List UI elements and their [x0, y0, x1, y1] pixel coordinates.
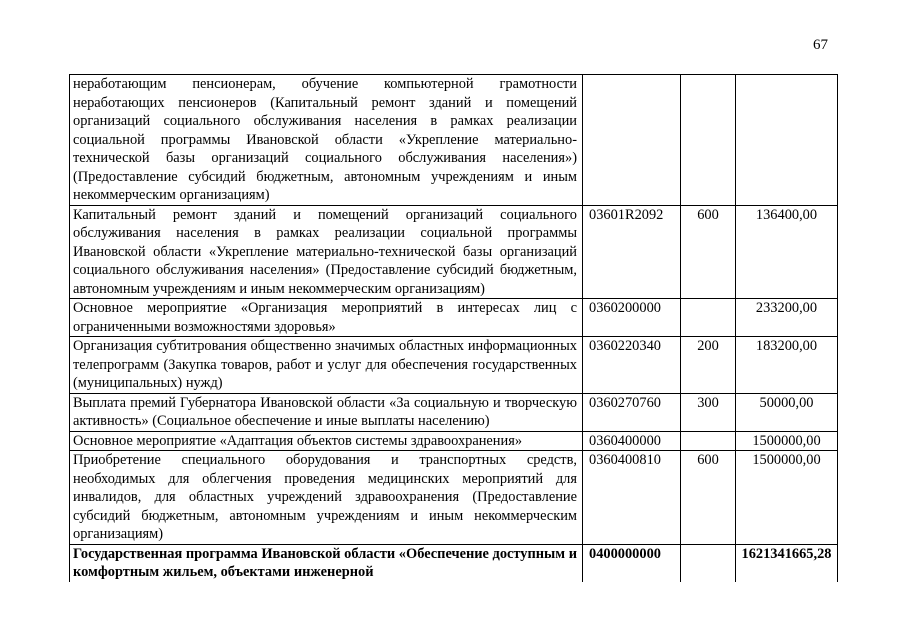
- row-expense-type: [681, 431, 736, 451]
- row-description: неработающим пенсионерам, обучение компьютерной грамотности неработающих пенсионеров (Капитальный ремонт зданий и помещений организаций социального обслуживания населения в рамках реализации социальной программы Ивановской области «Укрепление материально-технической базы организаций социального обслуживания населения») (Предоставление субсидий бюджетным, автономным учреждениям и иным некоммерческим организациям): [70, 75, 583, 206]
- page-number: 67: [813, 37, 828, 53]
- row-amount: 183200,00: [736, 337, 838, 394]
- row-description: Капитальный ремонт зданий и помещений организаций социального обслуживания населения в рамках реализации социальной программы Ивановской области «Укрепление материально-технической базы организаций социального обслуживания населения» (Предоставление субсидий бюджетным, автономным учреждениям и иным некоммерческим организациям): [70, 205, 583, 299]
- row-description: Государственная программа Ивановской области «Обеспечение доступным и комфортным жильем, объектами инженерной: [70, 544, 583, 582]
- row-target-code: 0360200000: [583, 299, 681, 337]
- table-row: [70, 337, 838, 394]
- row-expense-type: 300: [681, 393, 736, 431]
- row-amount: [736, 75, 838, 206]
- row-amount: 136400,00: [736, 205, 838, 299]
- row-expense-type: [681, 544, 736, 582]
- row-expense-type: 200: [681, 337, 736, 394]
- row-description: Основное мероприятие «Организация мероприятий в интересах лиц с ограниченными возможностями здоровья»: [70, 299, 583, 337]
- row-description: Выплата премий Губернатора Ивановской области «За социальную и творческую активность» (Социальное обеспечение и иные выплаты населению): [70, 393, 583, 431]
- row-amount: 1621341665,28: [736, 544, 838, 582]
- row-target-code: [583, 75, 681, 206]
- row-target-code: 0360400000: [583, 431, 681, 451]
- row-expense-type: 600: [681, 451, 736, 545]
- row-expense-type: [681, 299, 736, 337]
- table-row: [70, 205, 838, 299]
- row-target-code: 0400000000: [583, 544, 681, 582]
- table-row: [70, 75, 838, 206]
- row-target-code: 0360270760: [583, 393, 681, 431]
- row-target-code: 0360220340: [583, 337, 681, 394]
- table-row: [70, 393, 838, 431]
- row-expense-type: 600: [681, 205, 736, 299]
- row-amount: 50000,00: [736, 393, 838, 431]
- row-amount: 1500000,00: [736, 431, 838, 451]
- row-description: Организация субтитрования общественно значимых областных информационных телепрограмм (Закупка товаров, работ и услуг для обеспечения государственных (муниципальных) нужд): [70, 337, 583, 394]
- table-row-program-total: [70, 544, 838, 582]
- row-amount: 1500000,00: [736, 451, 838, 545]
- budget-table: [69, 74, 838, 582]
- table-row: [70, 431, 838, 451]
- row-description: Основное мероприятие «Адаптация объектов системы здравоохранения»: [70, 431, 583, 451]
- row-expense-type: [681, 75, 736, 206]
- row-description: Приобретение специального оборудования и транспортных средств, необходимых для облегчения проведения медицинских мероприятий для инвалидов, для областных учреждений здравоохранения (Предоставление субсидий бюджетным, автономным учреждениям и иным некоммерческим организациям): [70, 451, 583, 545]
- row-amount: 233200,00: [736, 299, 838, 337]
- row-target-code: 03601R2092: [583, 205, 681, 299]
- table-row: [70, 299, 838, 337]
- table-row: [70, 451, 838, 545]
- row-target-code: 0360400810: [583, 451, 681, 545]
